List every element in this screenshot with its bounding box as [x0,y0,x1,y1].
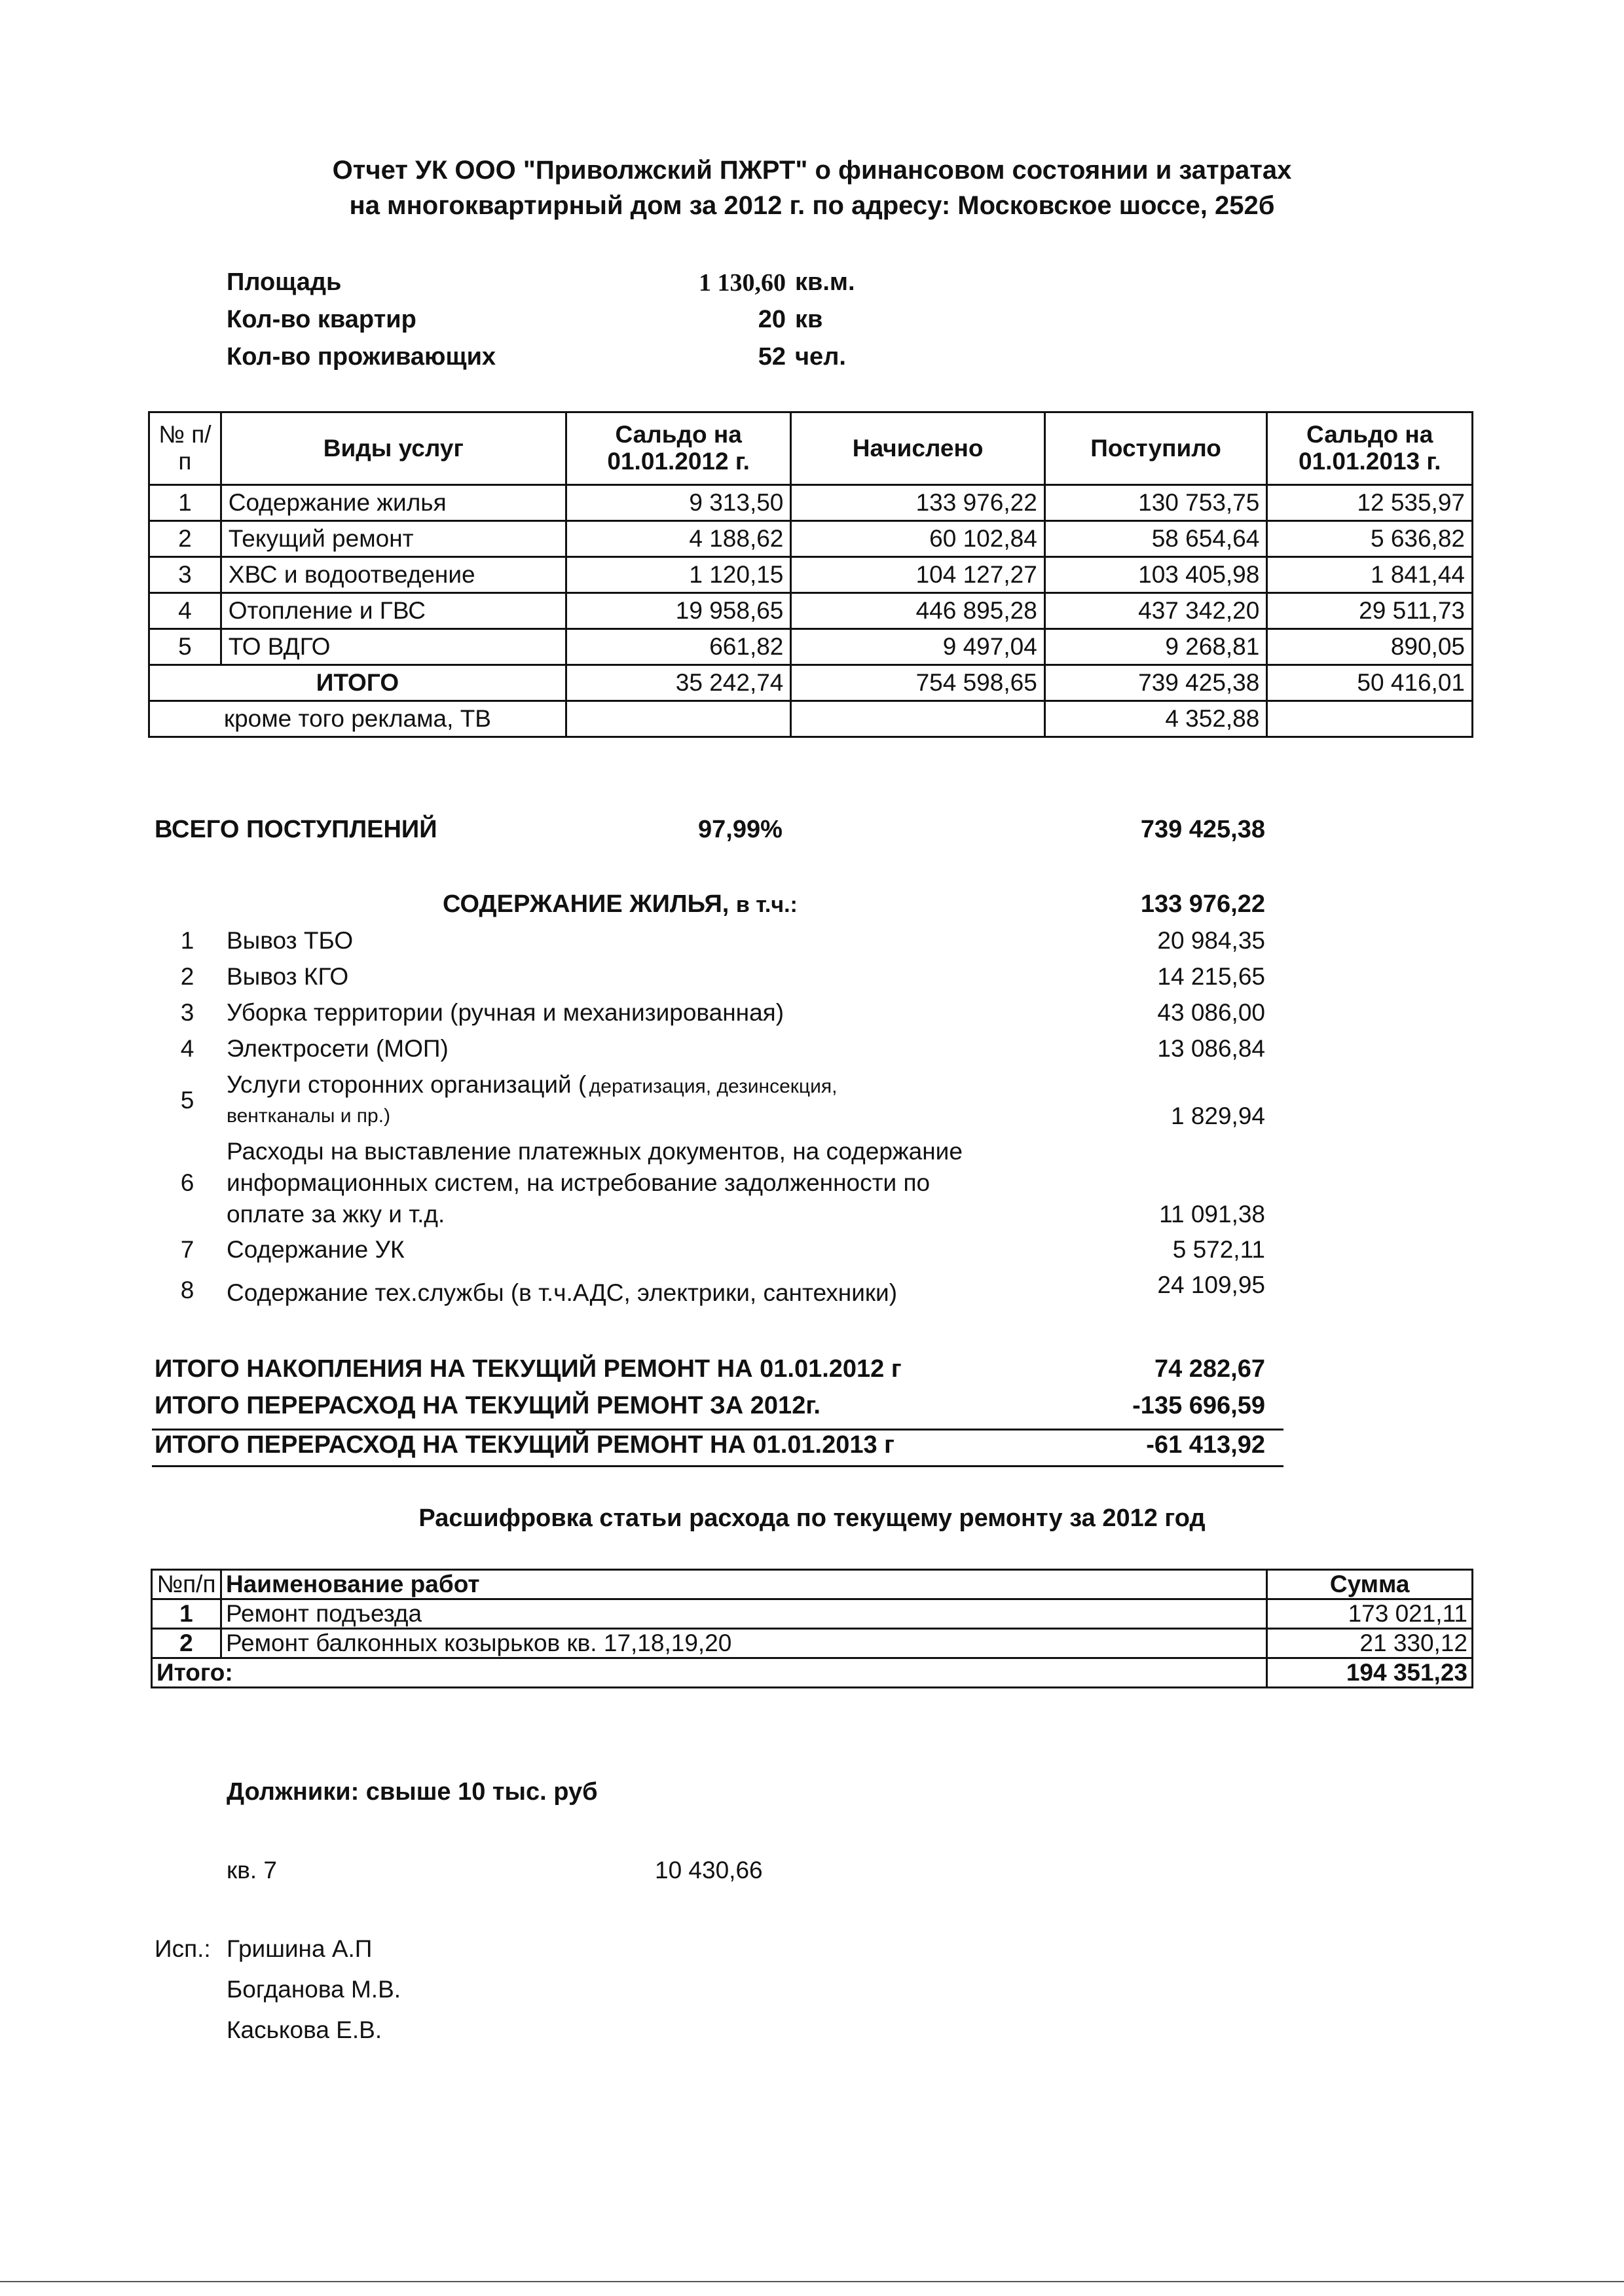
item-value: 43 086,00 [1157,999,1265,1026]
item-number: 2 [180,963,194,990]
item-number: 4 [180,1035,194,1062]
apartments-unit: кв [795,306,823,333]
repair-overspend-year-label: ИТОГО ПЕРЕРАСХОД НА ТЕКУЩИЙ РЕМОНТ ЗА 2012г. [155,1392,821,1419]
extra-value: 4 352,88 [1044,701,1267,737]
services-header-row [149,412,1473,485]
item-number: 6 [180,1169,194,1196]
item-text-main: Услуги сторонних организаций ( [227,1071,587,1098]
item-text: Вывоз ТБО [227,927,354,954]
row-number: 2 [152,1629,221,1658]
empty-cell [791,701,1044,737]
item-number: 1 [180,927,194,954]
receipts-label: ВСЕГО ПОСТУПЛЕНИЙ [155,816,437,843]
charged: 133 976,22 [791,485,1044,521]
item-text: Вывоз КГО [227,963,349,990]
executor-name: Каськова Е.В. [227,2016,382,2043]
item-value: 13 086,84 [1157,1035,1265,1062]
scan-edge-line [0,2281,1624,2282]
apartments-label: Кол-во квартир [227,306,416,333]
total-label: ИТОГО [149,665,566,701]
repair-breakdown-heading: Расшифровка статьи расхода по текущему ремонту за 2012 год [418,1504,1206,1532]
balance-end: 12 535,97 [1267,485,1473,521]
charged: 60 102,84 [791,521,1044,557]
col-work-name: Наименование работ [221,1570,1266,1599]
table-row [149,593,1473,629]
total-balance-end: 50 416,01 [1267,665,1473,701]
item-text: Содержание тех.службы (в т.ч.АДС, электрики, сантехники) [227,1279,898,1306]
col-number: №п/п [152,1570,221,1599]
residents-unit: чел. [795,343,846,371]
service-name: Содержание жилья [221,485,566,521]
item-number: 5 [180,1087,194,1114]
table-row [152,1599,1473,1629]
divider-line [152,1465,1283,1467]
item-number: 3 [180,999,194,1026]
repair-total-value: 194 351,23 [1267,1658,1473,1688]
table-row [149,629,1473,665]
balance-end: 5 636,82 [1267,521,1473,557]
received: 58 654,64 [1044,521,1267,557]
row-number: 5 [149,629,221,665]
table-row [149,485,1473,521]
total-balance-start: 35 242,74 [566,665,791,701]
repair-table [151,1569,1473,1688]
report-title-line2: на многоквартирный дом за 2012 г. по адресу: Московское шоссе, 252б [349,191,1275,220]
maintenance-heading-suffix: в т.ч.: [735,892,798,917]
item-text [227,1071,837,1099]
service-name: ТО ВДГО [221,629,566,665]
executor-name: Гришина А.П [227,1935,373,1962]
debtors-heading: Должники: свыше 10 тыс. руб [227,1778,598,1806]
item-text: Уборка территории (ручная и механизированная) [227,999,784,1026]
item-value: 1 829,94 [1170,1102,1265,1129]
apartments-value: 20 [758,306,786,333]
residents-label: Кол-во проживающих [227,343,496,371]
receipts-percent: 97,99% [698,816,783,843]
extra-label: кроме того реклама, ТВ [149,701,566,737]
work-amount: 173 021,11 [1267,1599,1473,1629]
item-value: 5 572,11 [1172,1236,1265,1263]
col-service-type: Виды услуг [221,412,566,485]
row-number: 3 [149,557,221,593]
repair-overspend-total-label: ИТОГО ПЕРЕРАСХОД НА ТЕКУЩИЙ РЕМОНТ НА 01.01.2013 г [155,1431,895,1459]
col-number: № п/п [149,412,221,485]
received: 130 753,75 [1044,485,1267,521]
area-label: Площадь [227,268,342,296]
item-number: 7 [180,1236,194,1263]
balance-start: 9 313,50 [566,485,791,521]
maintenance-total: 133 976,22 [1140,890,1265,918]
charged: 446 895,28 [791,593,1044,629]
services-table [148,411,1473,738]
table-row [152,1629,1473,1658]
maintenance-heading [443,890,798,919]
item-value: 20 984,35 [1157,927,1265,954]
row-number: 4 [149,593,221,629]
service-name: ХВС и водоотведение [221,557,566,593]
col-balance-2012: Сальдо на 01.01.2012 г. [566,412,791,485]
balance-start: 661,82 [566,629,791,665]
balance-end: 29 511,73 [1267,593,1473,629]
repair-overspend-total-value: -61 413,92 [1146,1431,1265,1459]
item-text-line2: информационных систем, на истребование задолженности по [227,1169,931,1196]
received: 9 268,81 [1044,629,1267,665]
balance-end: 890,05 [1267,629,1473,665]
balance-start: 19 958,65 [566,593,791,629]
charged: 9 497,04 [791,629,1044,665]
col-amount: Сумма [1267,1570,1473,1599]
item-text-detail-2: вентканалы и пр.) [227,1105,391,1127]
item-text: Расходы на выставление платежных документов, на содержание [227,1138,963,1165]
received: 103 405,98 [1044,557,1267,593]
area-unit: кв.м. [795,268,855,296]
area-value: 1 130,60 [699,269,786,297]
item-text-detail: дератизация, дезинсекция, [589,1076,838,1097]
empty-cell [1267,701,1473,737]
col-charged: Начислено [791,412,1044,485]
row-number: 2 [149,521,221,557]
item-value: 11 091,38 [1159,1201,1265,1228]
empty-cell [566,701,791,737]
residents-value: 52 [758,343,786,371]
item-value: 14 215,65 [1157,963,1265,990]
repair-total-label: Итого: [152,1658,1267,1688]
balance-start: 1 120,15 [566,557,791,593]
executors-label: Исп.: [155,1935,211,1962]
item-text: Содержание УК [227,1236,405,1263]
balance-start: 4 188,62 [566,521,791,557]
item-text: Электросети (МОП) [227,1035,449,1062]
table-row [149,521,1473,557]
work-name: Ремонт балконных козырьков кв. 17,18,19,20 [221,1629,1266,1658]
total-row [149,665,1473,701]
received: 437 342,20 [1044,593,1267,629]
item-value: 24 109,95 [1157,1271,1265,1298]
table-row [149,557,1473,593]
debtor-amount: 10 430,66 [655,1857,763,1884]
maintenance-heading-main: СОДЕРЖАНИЕ ЖИЛЬЯ, [443,890,729,918]
debtor-apartment: кв. 7 [227,1857,277,1884]
service-name: Отопление и ГВС [221,593,566,629]
row-number: 1 [149,485,221,521]
repair-overspend-year-value: -135 696,59 [1132,1392,1265,1419]
repair-header-row [152,1570,1473,1599]
work-name: Ремонт подъезда [221,1599,1266,1629]
charged: 104 127,27 [791,557,1044,593]
total-received: 739 425,38 [1044,665,1267,701]
balance-end: 1 841,44 [1267,557,1473,593]
divider-line [152,1429,1283,1430]
total-row [152,1658,1473,1688]
extra-row [149,701,1473,737]
service-name: Текущий ремонт [221,521,566,557]
item-number: 8 [180,1277,194,1303]
repair-accumulated-value: 74 282,67 [1154,1355,1265,1383]
item-text-line3: оплате за жку и т.д. [227,1201,445,1228]
executor-name: Богданова М.В. [227,1976,401,2003]
report-title-line1: Отчет УК ООО "Приволжский ПЖРТ" о финансовом состоянии и затратах [332,156,1292,185]
col-balance-2013: Сальдо на 01.01.2013 г. [1267,412,1473,485]
receipts-value: 739 425,38 [1140,816,1265,843]
col-received: Поступило [1044,412,1267,485]
row-number: 1 [152,1599,221,1629]
work-amount: 21 330,12 [1267,1629,1473,1658]
repair-accumulated-label: ИТОГО НАКОПЛЕНИЯ НА ТЕКУЩИЙ РЕМОНТ НА 01.01.2012 г [155,1355,902,1383]
total-charged: 754 598,65 [791,665,1044,701]
